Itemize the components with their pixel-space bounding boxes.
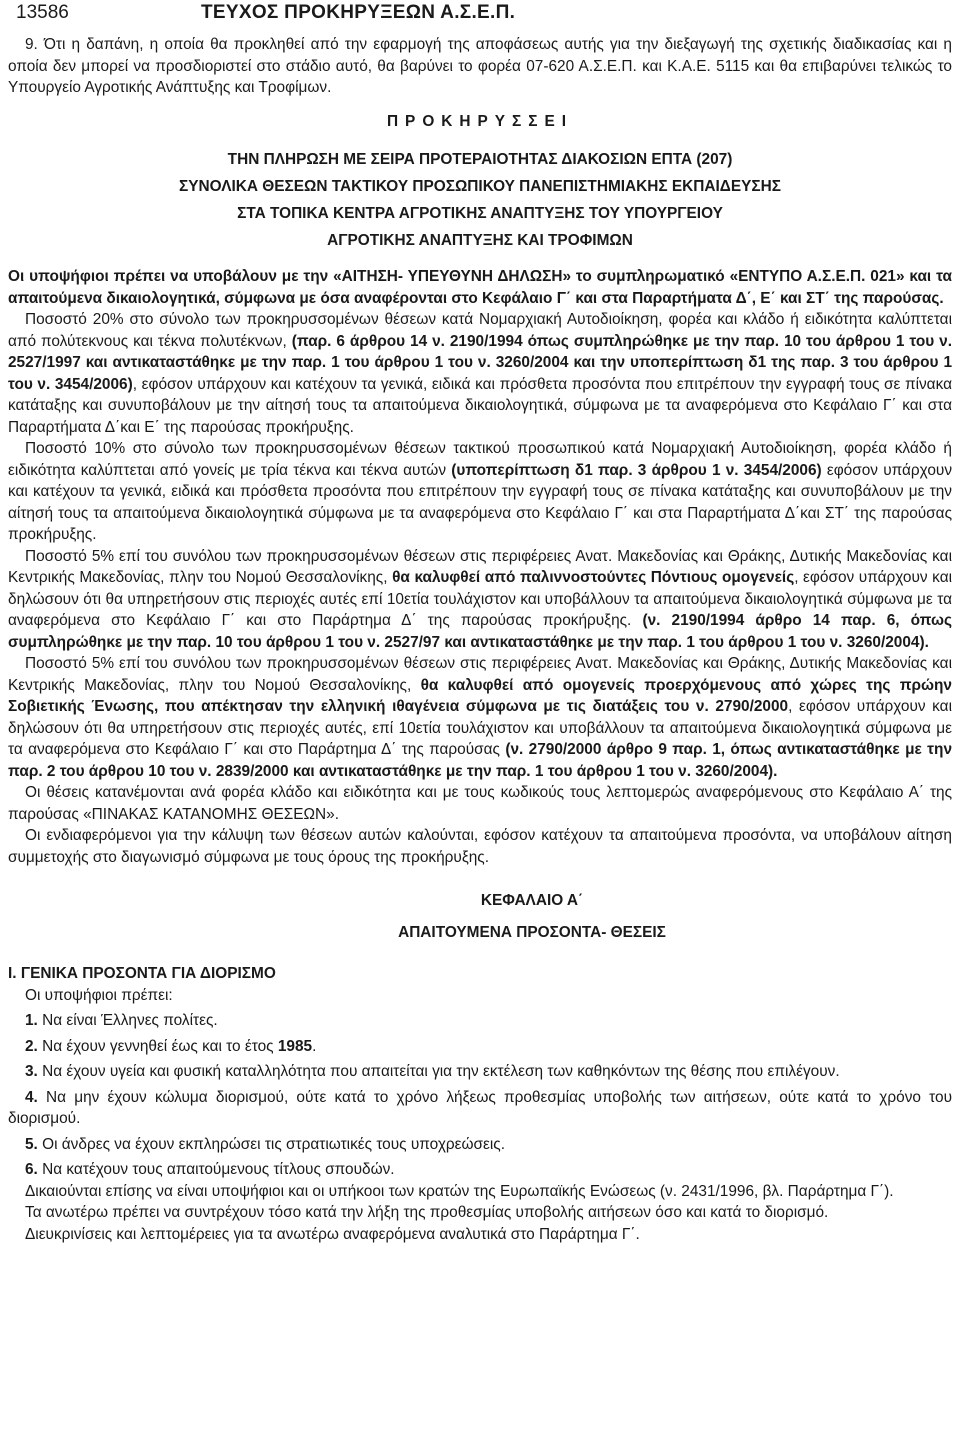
must-intro: Οι υποψήφιοι πρέπει: — [25, 986, 173, 1004]
item-text: Να μην έχουν κώλυμα διορισμού, ούτε κατά το χρόνο λήξεως προθεσμίας υποβολής των αιτήσεων, ούτε κατά το χρόνο του διορισμού. — [8, 1088, 952, 1127]
legal-ref: (ν. 2190/1994 άρθρο 14 παρ. 6, όπως συμπληρώθηκε με την παρ. 10 του άρθρου 1 του ν. 2527/97 και αντικαταστάθηκε με την παρ. 1 του άρθρου 1 του ν. 3260/2004). — [8, 612, 952, 651]
item-number: 3. — [25, 1063, 38, 1080]
item-year: 1985 — [277, 1037, 313, 1055]
paragraph-20-percent — [8, 309, 952, 438]
item-number: 5. — [25, 1135, 38, 1153]
legal-ref: (παρ. 6 άρθρου 14 ν. 2190/1994 όπως συμπληρώθηκε με την παρ. 10 του άρθρου 1 του ν. 2527/1997 και αντικαταστάθηκε με την παρ. 1 του άρθρου 1 του ν. 3260/2004 και την υποπερίπτωση δ1 της παρ. 3 του άρθρου 1 του ν. 3454/2006) — [8, 332, 952, 393]
list-item — [8, 1087, 952, 1130]
text: Ποσοστό 5% επί του συνόλου των προκηρυσσομένων θέσεων στις περιφέρειες Ανατ. Μακεδονίας και Θράκης, Δυτικής Μακεδονίας και Κεντρικής Μακεδονίας, πλην του Νομού Θεσσαλονίκης, — [8, 655, 952, 694]
eu-citizens-note: Δικαιούνται επίσης να είναι υποψήφιοι και οι υπήκοοι των κρατών της Ευρωπαϊκής Ενώσεως (ν. 2431/1996, βλ. Παράρτημα Γ΄). — [25, 1182, 894, 1200]
paragraph-10-percent — [8, 438, 952, 546]
text: Ποσοστό 20% στο σύνολο των προκηρυσσομένων θέσεων κατά Νομαρχιακή Αυτοδιοίκηση, φορέα και κλάδο ή ειδικότητα καλύπτεται από πολύτεκνους και τέκνα πολυτέκνων, — [8, 311, 952, 350]
item-text: Να κατέχουν τους απαιτούμενους τίτλους σπουδών. — [37, 1161, 395, 1178]
item-number: 2. — [25, 1037, 38, 1055]
heading-line: ΑΓΡΟΤΙΚΗΣ ΑΝΑΠΤΥΞΗΣ ΚΑΙ ΤΡΟΦΙΜΩΝ — [327, 232, 633, 249]
page-number: 13586 — [16, 2, 69, 23]
item-tail: . — [312, 1037, 317, 1055]
list-item — [8, 1061, 952, 1083]
invite-note: Οι ενδιαφερόμενοι για την κάλυψη των θέσεων αυτών καλούνται, εφόσον κατέχουν τα απαιτούμενα προσόντα, να υποβάλουν αίτηση συμμετοχής στο διαγωνισμό σύμφωνα με τους όρους της προκήρυξης. — [8, 827, 952, 866]
heading-line: ΤΗΝ ΠΛΗΡΩΣΗ ΜΕ ΣΕΙΡΑ ΠΡΟΤΕΡΑΙΟΤΗΤΑΣ ΔΙΑΚΟΣΙΩΝ ΕΠΤΑ (207) — [227, 151, 733, 168]
item-text: Να είναι Έλληνες πολίτες. — [37, 1012, 218, 1029]
chapter-title: ΚΕΦΑΛΑΙΟ Α΄ — [480, 892, 584, 909]
item-text: Να έχουν γεννηθεί έως και το έτος — [37, 1037, 278, 1055]
paragraph-5-percent-pontic — [8, 546, 952, 654]
text: , εφόσον υπάρχουν και δηλώσουν ότι θα υπηρετήσουν στις περιοχές αυτές, επί 10ετία τουλάχιστον και υποβάλλουν τα απαιτούμενα δικαιολογητικά σύμφωνα με τα αναφερόμενα στο Κεφάλαιο Γ΄ και στο Παράρτημα Δ΄ της παρούσας — [8, 698, 952, 758]
item-number: 1. — [25, 1012, 38, 1029]
legal-ref: (υποπερίπτωση δ1 παρ. 3 άρθρου 1 ν. 3454/2006) — [451, 461, 822, 479]
item-text: Οι άνδρες να έχουν εκπληρώσει τις στρατιωτικές τους υποχρεώσεις. — [37, 1135, 506, 1153]
clarification-note: Διευκρινίσεις και λεπτομέρειες για τα ανωτέρω αναφερόμενα αναλυτικά στο Παράρτημα Γ΄. — [25, 1225, 640, 1243]
page-header — [8, 0, 952, 34]
list-item — [8, 1036, 952, 1058]
candidates-notice — [8, 266, 952, 309]
chapter-subtitle: ΑΠΑΙΤΟΥΜΕΝΑ ΠΡΟΣΟΝΤΑ- ΘΕΣΕΙΣ — [398, 923, 666, 941]
emphasis: θα καλυφθεί από ομογενείς προερχόμενους από χώρες της πρώην Σοβιετικής Ένωσης, που απέκτησαν την ελληνική ιθαγένεια σύμφωνα με τις διατάξεις του ν. 2790/2000 — [8, 676, 952, 715]
item-number: 6. — [25, 1161, 38, 1178]
list-item — [8, 1134, 952, 1156]
paragraph-item-9: 9. Ότι η δαπάνη, η οποία θα προκληθεί από την εφαρμογή της αποφάσεως αυτής για την διεξαγωγή της σχετικής διαδικασίας και η οποία δεν μπορεί να προσδιοριστεί στο στάδιο αυτό, θα βαρύνει το φορέα 07-620 Α.Σ.Ε.Π. και Κ.Α.Ε. 5115 και θα επιβαρύνει τελικώς το Υπουργείο Αγροτικής Ανάπτυξης και Τροφίμων. — [8, 36, 952, 96]
item-number: 4. — [25, 1088, 38, 1106]
item-text: Να έχουν υγεία και φυσική καταλληλότητα που απαιτείται για την εκτέλεση των καθηκόντων της θέσης που επιλέγουν. — [37, 1063, 840, 1080]
list-item — [8, 1010, 952, 1032]
text: Ποσοστό 10% στο σύνολο των προκηρυσσομένων θέσεων τακτικού προσωπικού κατά Νομαρχιακή Αυτοδιοίκηση, φορέα κλάδο ή ειδικότητα καλύπτεται από γονείς με τρία τέκνα και τέκνα αυτών — [8, 440, 952, 479]
positions-note: Οι θέσεις κατανέμονται ανά φορέα κλάδο και ειδικότητα και με τους κωδικούς τους λεπτομερώς αναφερόμενους στο Κεφάλαιο Α΄ της παρούσας «ΠΙΝΑΚΑΣ ΚΑΤΑΝΟΜΗΣ ΘΕΣΕΩΝ». — [8, 784, 952, 823]
heading-line: ΣΥΝΟΛΙΚΑ ΘΕΣΕΩΝ ΤΑΚΤΙΚΟΥ ΠΡΟΣΩΠΙΚΟΥ ΠΑΝΕΠΙΣΤΗΜΙΑΚΗΣ ΕΚΠΑΙΔΕΥΣΗΣ — [179, 178, 781, 195]
text: , εφόσον υπάρχουν και δηλώσουν ότι θα υπηρετήσουν στις περιοχές αυτές επί 10ετία τουλάχιστον και υποβάλλουν τα απαιτούμενα δικαιολογητικά σύμφωνα με τα αναφερόμενα στο Κεφάλαιο Γ΄ και στο Παράρτημα Δ΄ της παρούσας προκήρυξης. — [8, 569, 953, 629]
proclaims-heading: ΠΡΟΚΗΡΥΣΣΕΙ — [386, 112, 574, 130]
issue-title: ΤΕΥΧΟΣ ΠΡΟΚΗΡΥΞΕΩΝ Α.Σ.Ε.Π. — [201, 2, 516, 23]
section-general-qualifications: Ι. ΓΕΝΙΚΑ ΠΡΟΣΟΝΤΑ ΓΙΑ ΔΙΟΡΙΣΜΟ — [8, 965, 276, 982]
heading-line: ΣΤΑ ΤΟΠΙΚΑ ΚΕΝΤΡΑ ΑΓΡΟΤΙΚΗΣ ΑΝΑΠΤΥΞΗΣ ΤΟΥ ΥΠΟΥΡΓΕΙΟΥ — [237, 205, 723, 222]
list-item — [8, 1159, 952, 1181]
proclamation-heading — [8, 146, 952, 254]
candidates-notice-text: Οι υποψήφιοι πρέπει να υποβάλουν με την «ΑΙΤΗΣΗ- ΥΠΕΥΘΥΝΗ ΔΗΛΩΣΗ» το συμπληρωματικό «ΕΝΤΥΠΟ Α.Σ.Ε.Π. 021» και τα απαιτούμενα δικαιολογητικά, σύμφωνα με όσα αναφέρονται στο Κεφάλαιο Γ΄ και στα Παραρτήματα Δ΄, Ε΄ και ΣΤ΄ της παρούσας. — [8, 268, 952, 307]
legal-ref: (ν. 2790/2000 άρθρο 9 παρ. 1, όπως αντικαταστάθηκε με την παρ. 2 του άρθρου 10 του ν. 2839/2000 και αντικαταστάθηκε με την παρ. 1 του άρθρου 1 του ν. 3260/2004). — [8, 741, 953, 780]
requirements-list — [8, 1010, 952, 1181]
text: , εφόσον υπάρχουν και κατέχουν τα γενικά, ειδικά και πρόσθετα προσόντα που επιτρέπουν την εγγραφή τους σε πίνακα κατάταξης και συνυποβάλουν με την αίτησή τους τα απαιτούμενα δικαιολογητικά, σύμφωνα με τα αναφερόμενα στο Κεφάλαιο Γ΄ και στα Παραρτήματα Δ΄και Ε΄ της παρούσας προκήρυξης. — [8, 375, 952, 436]
text: εφόσον υπάρχουν και κατέχουν τα γενικά, ειδικά και πρόσθετα προσόντα που επιτρέπουν την εγγραφή τους σε πίνακα κατάταξης και συνυποβάλουν με την αίτησή τους τα απαιτούμενα δικαιολογητικά σύμφωνα με τα αναφερόμενα στο Κεφάλαιο Γ΄ και στα Παραρτήματα Δ΄και ΣΤ΄ της παρούσας προκήρυξης. — [8, 461, 953, 543]
text: Ποσοστό 5% επί του συνόλου των προκηρυσσομένων θέσεων στις περιφέρειες Ανατ. Μακεδονίας και Θράκης, Δυτικής Μακεδονίας και Κεντρικής Μακεδονίας, πλην του Νομού Θεσσαλονίκης, — [8, 547, 952, 586]
deadline-note: Τα ανωτέρω πρέπει να συντρέχουν τόσο κατά την λήξη της προθεσμίας υποβολής αιτήσεων όσο και κατά το διορισμό. — [25, 1204, 829, 1221]
paragraph-5-percent-soviet — [8, 653, 952, 782]
emphasis: θα καλυφθεί από παλιννοστούντες Πόντιους ομογενείς — [392, 569, 795, 586]
